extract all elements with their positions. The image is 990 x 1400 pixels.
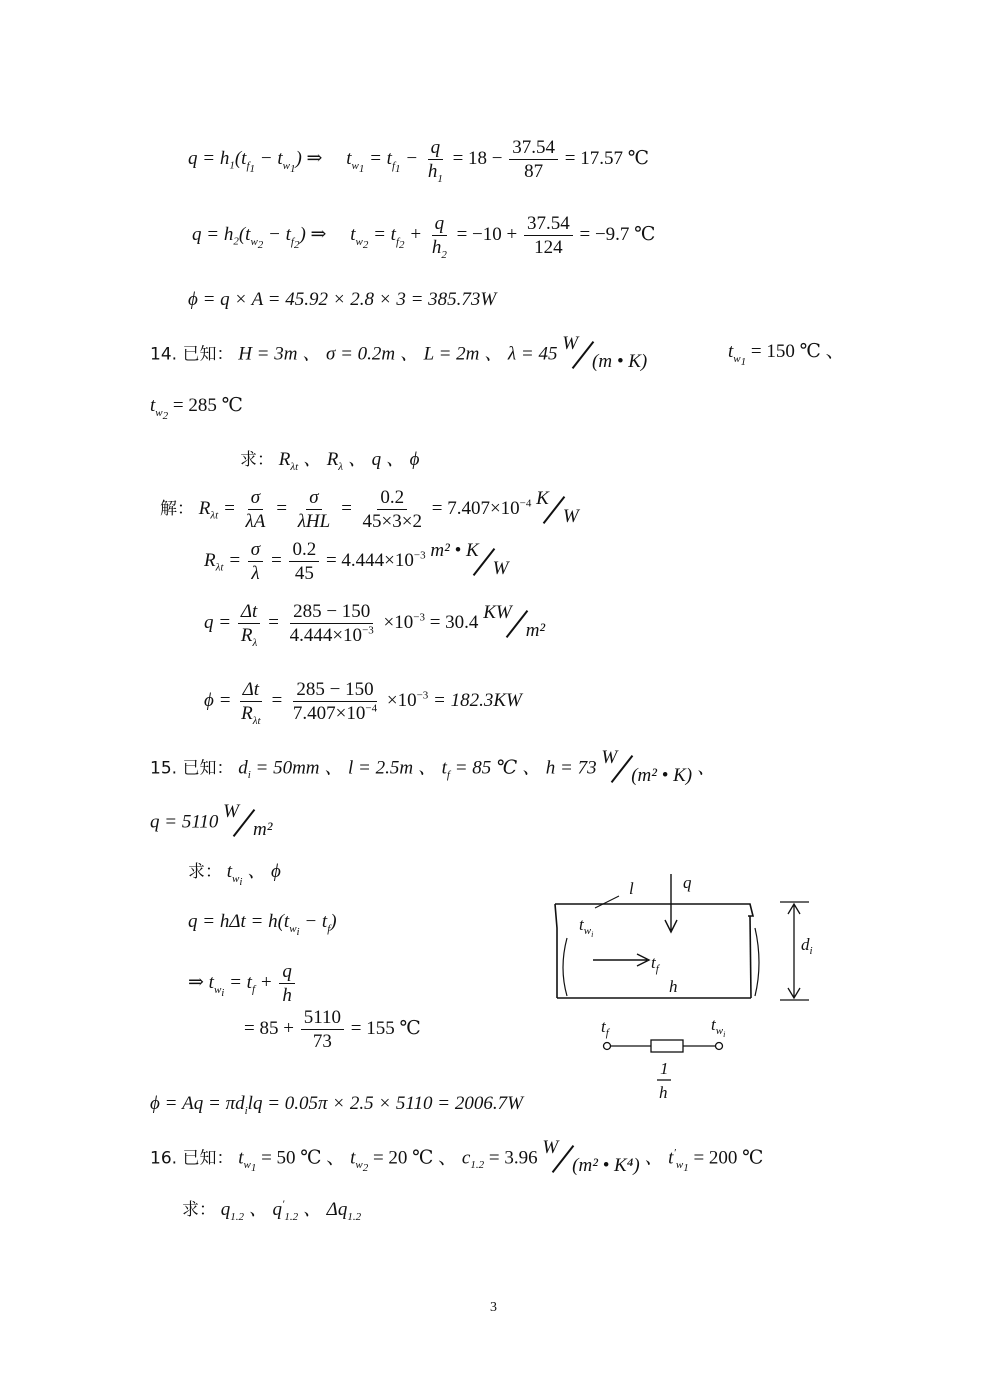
problem-14-ask: 求： $R_{\lambda t}$ 、 $R_\lambda$ 、 q 、 ϕ <box>240 449 420 473</box>
res-tf: $t_f$ <box>601 1017 609 1039</box>
eq-13-line3: ϕ = q × A = 45.92 × 2.8 × 3 = 385.73W <box>188 289 497 310</box>
problem-16-given: 16. 已知： $t_{w_1} = 50$ ℃ 、 $t_{w_2} = 20$ ℃ 、 $c_{1.2} = 3.96$ W(m² • K⁴) 、 $t'_{w_1} = 200$ ℃ <box>150 1137 764 1177</box>
page-number: 3 <box>490 1300 497 1315</box>
problem-14-given: 14. 已知： H = 3m 、 σ = 0.2m 、 L = 2m 、 λ = 45 W(m • K) <box>150 333 648 373</box>
flow-arrow <box>593 954 649 966</box>
heat-flux-arrow <box>665 874 677 932</box>
problem-15-ask: 求： $t_{w_i}$ 、 ϕ <box>188 861 281 888</box>
problem-15-eq3: = 85 + $\frac{5110}{73}$ = 155 ℃ <box>244 1007 421 1052</box>
label-leader <box>595 896 619 908</box>
res-den: h <box>659 1083 668 1102</box>
pipe-body <box>555 904 759 998</box>
problem-15-given: 15. 已知： $d_i = 50mm$ 、 l = 2.5m 、 $t_f = 85$ ℃ 、 h = 73 W(m² • K) 、 <box>150 747 716 787</box>
problem-15-eq1: $q = h\Delta t = h(t_{w_i} - t_f)$ <box>188 911 337 938</box>
problem-16-ask: 求： $q_{1.2}$ 、 $q'_{1.2}$ 、 $\Delta q_{1.2}$ <box>182 1198 362 1223</box>
label-q: q <box>683 873 692 892</box>
label-tf: $t_f$ <box>651 953 659 975</box>
problem-15-eq2: ⇒ $t_{w_i} = t_f$ + $\frac{q}{h}$ <box>188 962 297 1005</box>
problem-14-solve-r2: $R_{\lambda t}$ = $\frac{\sigma}{\lambda}$ = $\frac{0.2}{45}$ = $4.444\times 10^{-3}$ m² • KW <box>204 539 509 584</box>
eq-13-line1: $q = h_1(t_{f_1} - t_{w_1})$ ⇒ $t_{w_1} = t_{f_1}$ − $\frac{q}{h_1}$ = 18 − $\frac{37.54}{87}$ = 17.57 ℃ <box>188 137 649 185</box>
label-l: l <box>629 879 634 898</box>
problem-14-tw2: $t_{w_2} = 285$ ℃ <box>150 395 243 422</box>
problem-14-tw1: $t_{w_1} = 150$ ℃ 、 <box>728 341 845 368</box>
problem-14-solve-r1: 解： $R_{\lambda t}$ = $\frac{\sigma}{\lambda A}$ = $\frac{\sigma}{\text{λHL}}$ = $\frac{0.2}{45\times 3\times 2}$ = $7.407\times 10^{-4}$ KW <box>160 487 579 532</box>
label-di: $d_i$ <box>801 935 813 957</box>
problem-15-q: q = 5110 Wm² <box>150 801 273 841</box>
res-tw: $t_wi$ <box>711 1015 726 1039</box>
eq-13-line2: $q = h_2(t_{w_2} - t_{f_2})$ ⇒ $t_{w_2} = t_{f_2}$ + $\frac{q}{h_2}$ = −10 + $\frac{37.54}{124}$ = −9.7 ℃ <box>192 213 656 261</box>
res-num: 1 <box>660 1059 669 1078</box>
label-tw: $t_wi$ <box>579 915 594 939</box>
label-h: h <box>669 977 678 996</box>
problem-15-phi: $\phi = Aq = \pi d_ilq = 0.05\pi \times 2.5 \times 5110 = 2006.7W$ <box>150 1093 523 1117</box>
problem-14-solve-q: q = $\frac{\Delta t}{R_\lambda}$ = $\frac{285 - 150}{4.444\times 10^{-3}}$ $\times 10^{-3} = 30.4$ KWm² <box>204 601 546 649</box>
problem-14-solve-phi: ϕ = $\frac{\Delta t}{R_{\lambda t}}$ = $\frac{285 - 150}{7.407\times 10^{-4}}$ $\times 10^{-3} = 182.3KW$ <box>204 679 522 727</box>
pipe-diagram <box>545 868 825 1108</box>
